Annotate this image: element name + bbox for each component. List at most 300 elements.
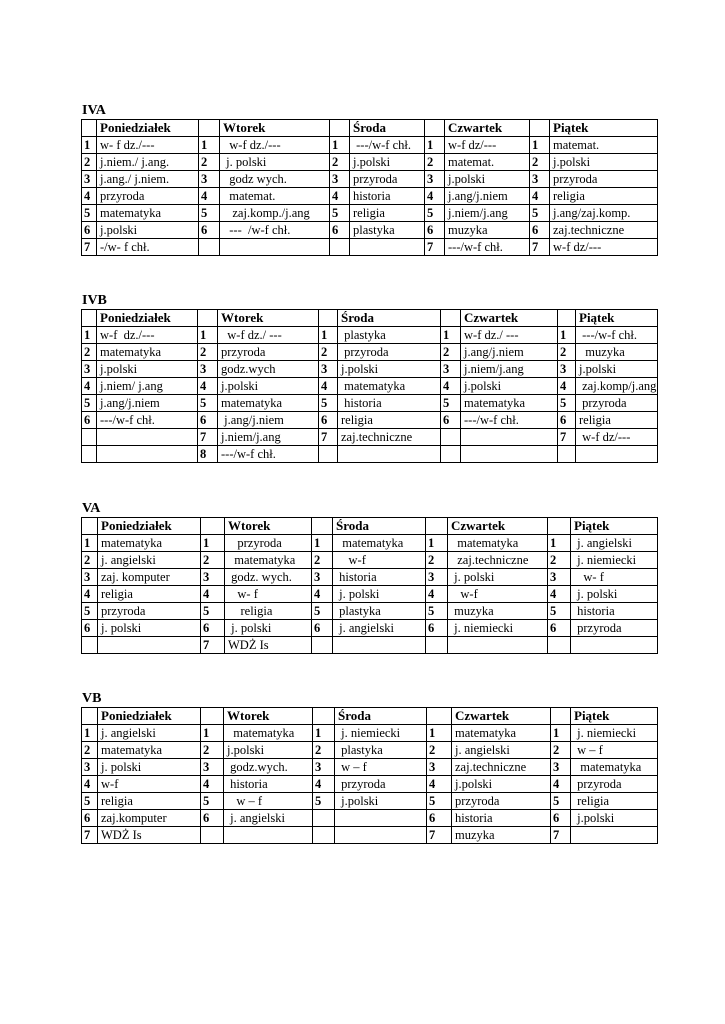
table-row	[82, 446, 658, 463]
subject-cell: w- f	[225, 586, 312, 603]
timetable-va	[81, 517, 658, 654]
subject-cell: ---/w-f chł.	[218, 446, 319, 463]
lesson-number: 2	[319, 344, 338, 361]
day-header: Środa	[333, 518, 426, 535]
subject-cell: w-f	[448, 586, 548, 603]
subject-cell: matematyka	[333, 535, 426, 552]
subject-cell	[333, 637, 426, 654]
subject-cell: j. angielski	[98, 552, 201, 569]
lesson-number: 4	[199, 188, 220, 205]
subject-cell: przyroda	[97, 188, 199, 205]
subject-cell: j.niem/j.ang	[461, 361, 558, 378]
class-va-section	[81, 502, 657, 654]
subject-cell: matematyka	[98, 535, 201, 552]
lesson-number	[319, 446, 338, 463]
empty-header-cell	[425, 120, 445, 137]
lesson-number: 6	[548, 620, 571, 637]
lesson-number: 3	[330, 171, 350, 188]
lesson-number: 1	[82, 137, 97, 154]
lesson-number: 3	[551, 759, 571, 776]
table-row	[82, 239, 658, 256]
subject-cell: muzyka	[448, 603, 548, 620]
subject-cell: matemat.	[550, 137, 658, 154]
subject-cell: ---/w-f chł.	[350, 137, 425, 154]
lesson-number	[82, 637, 98, 654]
subject-cell: j. niemiecki	[571, 552, 658, 569]
table-row	[82, 810, 658, 827]
class-title: VB	[82, 691, 102, 706]
table-row	[82, 327, 658, 344]
lesson-number	[330, 239, 350, 256]
lesson-number	[441, 446, 461, 463]
subject-cell: w – f	[224, 793, 313, 810]
lesson-number: 1	[199, 137, 220, 154]
lesson-number: 5	[558, 395, 576, 412]
subject-cell: przyroda	[218, 344, 319, 361]
subject-cell: w-f dz/---	[576, 429, 658, 446]
subject-cell: przyroda	[452, 793, 551, 810]
lesson-number: 2	[427, 742, 452, 759]
lesson-number: 1	[427, 725, 452, 742]
lesson-number: 6	[82, 620, 98, 637]
subject-cell	[98, 637, 201, 654]
class-title: IVA	[82, 103, 106, 118]
subject-cell: godz.wych	[218, 361, 319, 378]
lesson-number: 6	[425, 222, 445, 239]
lesson-number: 4	[82, 188, 97, 205]
lesson-number: 2	[198, 344, 218, 361]
lesson-number: 4	[312, 586, 333, 603]
day-header: Środa	[335, 708, 427, 725]
subject-cell	[350, 239, 425, 256]
table-row	[82, 793, 658, 810]
lesson-number: 4	[330, 188, 350, 205]
empty-header-cell	[82, 518, 98, 535]
lesson-number: 5	[313, 793, 335, 810]
table-row	[82, 725, 658, 742]
subject-cell: muzyka	[576, 344, 658, 361]
lesson-number: 6	[427, 810, 452, 827]
lesson-number: 4	[201, 776, 224, 793]
subject-cell: w-f dz./---	[220, 137, 330, 154]
table-row	[82, 742, 658, 759]
lesson-number: 3	[82, 759, 98, 776]
subject-cell: matematyka	[461, 395, 558, 412]
lesson-number: 7	[558, 429, 576, 446]
day-header: Czwartek	[452, 708, 551, 725]
lesson-number: 7	[82, 827, 98, 844]
subject-cell: j.polski	[97, 222, 199, 239]
lesson-number: 3	[425, 171, 445, 188]
subject-cell	[338, 446, 441, 463]
lesson-number: 1	[441, 327, 461, 344]
day-header: Piątek	[550, 120, 658, 137]
lesson-number: 7	[551, 827, 571, 844]
day-header: Poniedziałek	[98, 518, 201, 535]
subject-cell: godz wych.	[220, 171, 330, 188]
lesson-number: 6	[312, 620, 333, 637]
lesson-number: 3	[82, 171, 97, 188]
subject-cell: matematyka	[571, 759, 658, 776]
lesson-number: 4	[425, 188, 445, 205]
day-header: Wtorek	[224, 708, 313, 725]
lesson-number: 5	[426, 603, 448, 620]
header-row	[82, 518, 658, 535]
lesson-number: 5	[201, 603, 225, 620]
lesson-number: 6	[319, 412, 338, 429]
timetable-vb	[81, 707, 658, 844]
lesson-number: 6	[426, 620, 448, 637]
table-row	[82, 171, 658, 188]
lesson-number: 2	[201, 742, 224, 759]
subject-cell	[571, 827, 658, 844]
lesson-number: 3	[441, 361, 461, 378]
lesson-number: 5	[198, 395, 218, 412]
lesson-number: 5	[427, 793, 452, 810]
subject-cell	[335, 810, 427, 827]
lesson-number: 2	[82, 154, 97, 171]
lesson-number	[312, 637, 333, 654]
subject-cell: j.ang./ j.niem.	[97, 171, 199, 188]
subject-cell: religia	[338, 412, 441, 429]
lesson-number: 2	[558, 344, 576, 361]
subject-cell: j.ang/j.niem	[218, 412, 319, 429]
subject-cell: j.polski	[452, 776, 551, 793]
subject-cell: j. polski	[220, 154, 330, 171]
empty-header-cell	[530, 120, 550, 137]
lesson-number: 2	[82, 742, 98, 759]
lesson-number: 1	[426, 535, 448, 552]
timetable-iva	[81, 119, 658, 256]
empty-header-cell	[330, 120, 350, 137]
lesson-number: 4	[441, 378, 461, 395]
lesson-number: 6	[82, 222, 97, 239]
lesson-number: 3	[201, 569, 225, 586]
table-row	[82, 395, 658, 412]
class-ivb-section	[81, 294, 657, 463]
subject-cell: w – f	[335, 759, 427, 776]
lesson-number: 7	[425, 239, 445, 256]
lesson-number: 4	[82, 776, 98, 793]
lesson-number: 4	[82, 586, 98, 603]
subject-cell	[97, 429, 198, 446]
lesson-number: 1	[551, 725, 571, 742]
empty-header-cell	[313, 708, 335, 725]
subject-cell: w- f	[571, 569, 658, 586]
lesson-number: 3	[313, 759, 335, 776]
subject-cell: matemat.	[220, 188, 330, 205]
lesson-number: 4	[427, 776, 452, 793]
subject-cell: j.polski	[335, 793, 427, 810]
subject-cell: j.polski	[461, 378, 558, 395]
table-row	[82, 222, 658, 239]
subject-cell: matematyka	[98, 742, 201, 759]
lesson-number: 3	[558, 361, 576, 378]
lesson-number: 1	[530, 137, 550, 154]
subject-cell: j. polski	[98, 620, 201, 637]
day-header: Czwartek	[461, 310, 558, 327]
subject-cell	[97, 446, 198, 463]
subject-cell	[461, 429, 558, 446]
timetable-ivb	[81, 309, 658, 463]
subject-cell: j.niem/ j.ang	[97, 378, 198, 395]
lesson-number: 1	[82, 327, 97, 344]
lesson-number: 3	[548, 569, 571, 586]
lesson-number: 2	[551, 742, 571, 759]
subject-cell: matematyka	[218, 395, 319, 412]
subject-cell: ---/w-f chł.	[97, 412, 198, 429]
lesson-number: 8	[198, 446, 218, 463]
lesson-number: 4	[548, 586, 571, 603]
lesson-number: 4	[426, 586, 448, 603]
subject-cell: zaj.komp./j.ang	[220, 205, 330, 222]
lesson-number: 5	[312, 603, 333, 620]
subject-cell: zaj.techniczne	[452, 759, 551, 776]
lesson-number: 4	[319, 378, 338, 395]
table-row	[82, 637, 658, 654]
subject-cell: w-f dz/---	[550, 239, 658, 256]
subject-cell: przyroda	[571, 776, 658, 793]
subject-cell: przyroda	[576, 395, 658, 412]
lesson-number: 3	[530, 171, 550, 188]
lesson-number: 5	[199, 205, 220, 222]
empty-header-cell	[426, 518, 448, 535]
lesson-number: 3	[82, 361, 97, 378]
table-row	[82, 586, 658, 603]
lesson-number: 3	[427, 759, 452, 776]
day-header: Piątek	[571, 518, 658, 535]
subject-cell: zaj.komputer	[98, 810, 201, 827]
empty-header-cell	[82, 310, 97, 327]
header-row	[82, 120, 658, 137]
subject-cell: j.polski	[350, 154, 425, 171]
lesson-number: 5	[530, 205, 550, 222]
lesson-number: 6	[530, 222, 550, 239]
lesson-number: 4	[551, 776, 571, 793]
header-row	[82, 310, 658, 327]
lesson-number: 6	[198, 412, 218, 429]
lesson-number: 2	[82, 552, 98, 569]
lesson-number: 1	[82, 725, 98, 742]
lesson-number: 4	[558, 378, 576, 395]
day-header: Czwartek	[445, 120, 530, 137]
subject-cell: j.niem/j.ang	[218, 429, 319, 446]
lesson-number	[313, 827, 335, 844]
lesson-number: 2	[441, 344, 461, 361]
lesson-number: 5	[201, 793, 224, 810]
empty-header-cell	[427, 708, 452, 725]
day-header: Poniedziałek	[97, 310, 198, 327]
subject-cell: j.polski	[97, 361, 198, 378]
subject-cell: religia	[576, 412, 658, 429]
lesson-number: 3	[82, 569, 98, 586]
lesson-number: 6	[82, 810, 98, 827]
subject-cell: matematyka	[224, 725, 313, 742]
subject-cell: j. angielski	[98, 725, 201, 742]
table-row	[82, 412, 658, 429]
subject-cell: WDŻ Is	[98, 827, 201, 844]
lesson-number: 5	[319, 395, 338, 412]
subject-cell: religia	[550, 188, 658, 205]
subject-cell: w – f	[571, 742, 658, 759]
lesson-number: 3	[201, 759, 224, 776]
lesson-number: 3	[199, 171, 220, 188]
subject-cell	[220, 239, 330, 256]
subject-cell: zaj.techniczne	[338, 429, 441, 446]
subject-cell: j. polski	[333, 586, 426, 603]
day-header: Czwartek	[448, 518, 548, 535]
subject-cell: religia	[225, 603, 312, 620]
lesson-number: 1	[312, 535, 333, 552]
table-row	[82, 620, 658, 637]
subject-cell: w-f	[98, 776, 201, 793]
subject-cell: zaj.techniczne	[448, 552, 548, 569]
subject-cell: j. polski	[448, 569, 548, 586]
lesson-number: 7	[530, 239, 550, 256]
subject-cell: j. angielski	[333, 620, 426, 637]
table-row	[82, 603, 658, 620]
subject-cell: j.ang/j.niem	[97, 395, 198, 412]
subject-cell: przyroda	[550, 171, 658, 188]
subject-cell: j.polski	[218, 378, 319, 395]
lesson-number: 2	[425, 154, 445, 171]
day-header: Piątek	[571, 708, 658, 725]
lesson-number: 4	[201, 586, 225, 603]
subject-cell: matematyka	[97, 205, 199, 222]
subject-cell: matemat.	[445, 154, 530, 171]
lesson-number: 7	[427, 827, 452, 844]
subject-cell: plastyka	[335, 742, 427, 759]
subject-cell: ---/w-f chł.	[576, 327, 658, 344]
subject-cell: -/w- f chł.	[97, 239, 199, 256]
empty-header-cell	[558, 310, 576, 327]
day-header: Środa	[338, 310, 441, 327]
subject-cell: godz.wych.	[224, 759, 313, 776]
subject-cell: religia	[98, 793, 201, 810]
lesson-number: 1	[425, 137, 445, 154]
table-row	[82, 344, 658, 361]
subject-cell: j.polski	[445, 171, 530, 188]
lesson-number: 7	[82, 239, 97, 256]
lesson-number: 1	[330, 137, 350, 154]
lesson-number: 1	[313, 725, 335, 742]
lesson-number: 5	[548, 603, 571, 620]
subject-cell: muzyka	[445, 222, 530, 239]
subject-cell: j. angielski	[571, 535, 658, 552]
subject-cell: j. niemiecki	[335, 725, 427, 742]
subject-cell: przyroda	[335, 776, 427, 793]
lesson-number: 2	[201, 552, 225, 569]
subject-cell: historia	[571, 603, 658, 620]
subject-cell: religia	[98, 586, 201, 603]
lesson-number: 3	[198, 361, 218, 378]
subject-cell	[576, 446, 658, 463]
lesson-number: 6	[330, 222, 350, 239]
lesson-number	[201, 827, 224, 844]
subject-cell: przyroda	[98, 603, 201, 620]
lesson-number: 2	[330, 154, 350, 171]
subject-cell: matematyka	[448, 535, 548, 552]
lesson-number: 2	[312, 552, 333, 569]
subject-cell: zaj.komp/j.ang	[576, 378, 658, 395]
subject-cell: plastyka	[350, 222, 425, 239]
subject-cell: j. polski	[225, 620, 312, 637]
subject-cell: ---/w-f chł.	[445, 239, 530, 256]
subject-cell: matematyka	[452, 725, 551, 742]
lesson-number: 5	[82, 395, 97, 412]
class-iva-section	[81, 104, 657, 256]
subject-cell: j.niem/j.ang	[445, 205, 530, 222]
subject-cell: historia	[452, 810, 551, 827]
empty-header-cell	[312, 518, 333, 535]
lesson-number: 5	[82, 603, 98, 620]
subject-cell	[571, 637, 658, 654]
lesson-number	[558, 446, 576, 463]
table-row	[82, 154, 658, 171]
lesson-number: 1	[201, 725, 224, 742]
subject-cell: przyroda	[338, 344, 441, 361]
lesson-number: 5	[425, 205, 445, 222]
header-row	[82, 708, 658, 725]
table-row	[82, 776, 658, 793]
lesson-number: 7	[319, 429, 338, 446]
lesson-number: 2	[530, 154, 550, 171]
class-title: VA	[82, 501, 101, 516]
table-row	[82, 205, 658, 222]
subject-cell: WDŻ Is	[225, 637, 312, 654]
lesson-number: 7	[198, 429, 218, 446]
empty-header-cell	[201, 518, 225, 535]
lesson-number: 3	[426, 569, 448, 586]
subject-cell: j. angielski	[452, 742, 551, 759]
lesson-number: 1	[558, 327, 576, 344]
subject-cell: j. angielski	[224, 810, 313, 827]
subject-cell: j.polski	[550, 154, 658, 171]
lesson-number: 4	[198, 378, 218, 395]
lesson-number: 2	[199, 154, 220, 171]
subject-cell: historia	[333, 569, 426, 586]
day-header: Wtorek	[225, 518, 312, 535]
subject-cell: zaj.techniczne	[550, 222, 658, 239]
subject-cell: --- /w-f chł.	[220, 222, 330, 239]
subject-cell: matematyka	[97, 344, 198, 361]
subject-cell: ---/w-f chł.	[461, 412, 558, 429]
subject-cell: j. polski	[98, 759, 201, 776]
subject-cell: w-f dz/---	[445, 137, 530, 154]
subject-cell: j.polski	[338, 361, 441, 378]
lesson-number: 4	[530, 188, 550, 205]
lesson-number: 6	[199, 222, 220, 239]
empty-header-cell	[201, 708, 224, 725]
table-row	[82, 361, 658, 378]
table-row	[82, 827, 658, 844]
subject-cell: religia	[571, 793, 658, 810]
subject-cell: j.polski	[571, 810, 658, 827]
lesson-number	[82, 429, 97, 446]
subject-cell	[461, 446, 558, 463]
subject-cell: historia	[338, 395, 441, 412]
subject-cell: przyroda	[350, 171, 425, 188]
subject-cell	[335, 827, 427, 844]
table-row	[82, 188, 658, 205]
lesson-number: 2	[426, 552, 448, 569]
lesson-number: 6	[441, 412, 461, 429]
table-row	[82, 535, 658, 552]
lesson-number: 2	[82, 344, 97, 361]
lesson-number: 4	[82, 378, 97, 395]
day-header: Piątek	[576, 310, 658, 327]
table-row	[82, 429, 658, 446]
